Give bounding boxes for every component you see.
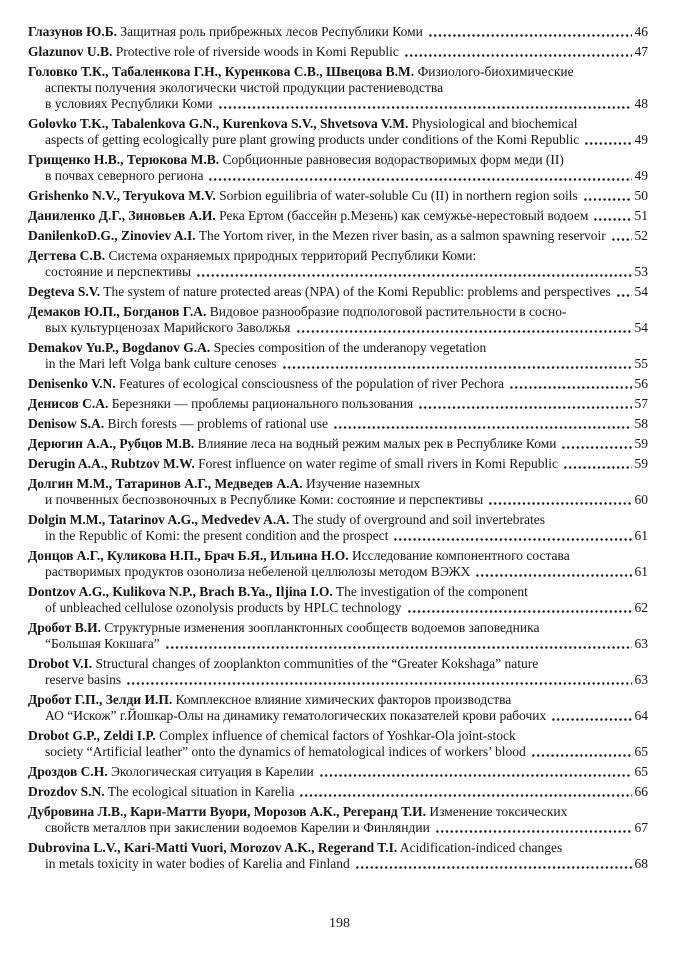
entry-line xyxy=(28,564,648,580)
toc-entry xyxy=(28,784,648,800)
entry-title: Система охраняемых природных территорий Республики Коми: xyxy=(105,248,477,263)
entry-title-continuation: society “Artificial leather” onto the dynamics of hematological indices of workers’ blood xyxy=(45,744,526,759)
dot-leader xyxy=(434,820,632,836)
dot-leader xyxy=(474,564,631,580)
entry-line xyxy=(28,764,648,780)
entry-page-number: 68 xyxy=(634,856,648,871)
entry-line xyxy=(28,44,648,60)
entry-line xyxy=(28,132,648,148)
entry-title: The ecological situation in Karelia xyxy=(104,784,295,799)
entry-page-number: 65 xyxy=(634,744,648,759)
entry-authors: Дегтева С.В. xyxy=(28,248,106,263)
entry-line xyxy=(28,656,648,672)
dot-leader xyxy=(582,188,632,204)
entry-line xyxy=(28,264,648,280)
entry-line xyxy=(28,672,648,688)
entry-title: Видовое разнообразие подпологовой растительности в сосно- xyxy=(206,304,567,319)
entry-authors: Demakov Yu.P., Bogdanov G.A. xyxy=(28,340,211,355)
entry-line xyxy=(28,728,648,744)
entry-page-number: 62 xyxy=(634,600,648,615)
entry-title: Sorbion eguilibria of water-soluble Cu (II) in northern region soils xyxy=(215,188,578,203)
dot-leader xyxy=(560,436,631,452)
entry-title: Березняки — проблемы рационального пользования xyxy=(108,396,414,411)
entry-page-number: 50 xyxy=(634,188,648,203)
entry-authors: Dubrovina L.V., Kari-Matti Vuori, Morozov A.K., Regerand T.I. xyxy=(28,840,398,855)
toc-entry xyxy=(28,620,648,652)
entry-text xyxy=(28,44,399,60)
entry-line xyxy=(28,64,648,80)
entry-title: Acidification-indiced changes xyxy=(397,840,563,855)
dot-leader xyxy=(562,456,631,472)
toc-entry xyxy=(28,340,648,372)
dot-leader xyxy=(332,416,632,432)
dot-leader xyxy=(207,168,631,184)
entry-authors: Дубровина Л.В., Кари-Матти Вуори, Морозов А.К., Регеранд Т.И. xyxy=(28,804,426,819)
entry-title: Изучение наземных xyxy=(302,476,421,491)
entry-text xyxy=(28,512,545,527)
entry-text xyxy=(28,376,504,392)
entry-line xyxy=(28,840,648,856)
dot-leader xyxy=(583,132,631,148)
entry-authors: Glazunov U.B. xyxy=(28,44,113,59)
entry-authors: DanilenkoD.G., Zinoviev A.I. xyxy=(28,228,196,243)
entry-text xyxy=(28,620,539,635)
entry-line xyxy=(28,856,648,872)
entry-text xyxy=(28,436,556,452)
entry-authors: Grishenko N.V., Teryukova M.V. xyxy=(28,188,216,203)
dot-leader xyxy=(195,264,631,280)
entry-title-continuation: in the Mari left Volga bank culture cenoses xyxy=(45,356,277,371)
toc-entry xyxy=(28,476,648,508)
entry-authors: Denisenko V.N. xyxy=(28,376,116,391)
dot-leader xyxy=(550,708,631,724)
entry-line xyxy=(28,620,648,636)
entry-page-number: 52 xyxy=(634,228,648,243)
toc-entry xyxy=(28,64,648,112)
entry-page-number: 61 xyxy=(634,528,648,543)
entry-page-number: 63 xyxy=(634,672,648,687)
entry-text xyxy=(28,548,570,563)
entry-text xyxy=(28,248,476,263)
entry-title-continuation: “Большая Кокшага” xyxy=(45,636,160,651)
dot-leader xyxy=(403,44,632,60)
toc-entry xyxy=(28,512,648,544)
entry-text xyxy=(28,24,423,40)
entry-title: The Yortom river, in the Mezen river basin, as a salmon spawning reservoir xyxy=(195,228,606,243)
entry-title-continuation: в условиях Республики Коми xyxy=(45,96,213,111)
entry-page-number: 55 xyxy=(634,356,648,371)
entry-line xyxy=(28,548,648,564)
entry-page-number: 46 xyxy=(634,24,648,39)
entry-text xyxy=(28,784,294,800)
entry-title-continuation: in metals toxicity in water bodies of Karelia and Finland xyxy=(45,856,350,871)
entry-authors: Демаков Ю.П., Богданов Г.А. xyxy=(28,304,207,319)
entry-title: Защитная роль прибрежных лесов Республики Коми xyxy=(117,24,423,39)
page-number-footer: 198 xyxy=(329,916,350,931)
entry-line xyxy=(28,416,648,432)
entry-title: Влияние леса на водный режим малых рек в Республике Коми xyxy=(194,436,557,451)
entry-title-continuation: свойств металлов при закислении водоемов Карелии и Финляндии xyxy=(45,820,430,835)
toc-entry xyxy=(28,248,648,280)
toc-entry xyxy=(28,456,648,472)
entry-page-number: 54 xyxy=(634,320,648,335)
entry-text xyxy=(28,804,567,819)
entry-page-number: 65 xyxy=(634,764,648,779)
entry-authors: Drozdov S.N. xyxy=(28,784,105,799)
toc-entry xyxy=(28,24,648,40)
dot-leader xyxy=(392,528,631,544)
entry-text xyxy=(28,692,511,707)
entry-text xyxy=(28,476,420,491)
entry-text xyxy=(28,64,574,79)
entry-page-number: 67 xyxy=(634,820,648,835)
toc-entry xyxy=(28,376,648,392)
entry-line xyxy=(28,476,648,492)
entry-page-number: 59 xyxy=(634,456,648,471)
entry-title: Комплексное влияние химических факторов производства xyxy=(172,692,512,707)
toc-entry xyxy=(28,208,648,224)
dot-leader xyxy=(417,396,631,412)
entry-page-number: 48 xyxy=(634,96,648,111)
entry-line xyxy=(28,228,648,244)
entry-line xyxy=(28,396,648,412)
entry-authors: Головко Т.К., Табаленкова Г.Н., Куренкова С.В., Швецова В.М. xyxy=(28,64,415,79)
toc-entry xyxy=(28,416,648,432)
entry-line xyxy=(28,24,648,40)
entry-line xyxy=(28,356,648,372)
entry-title: The investigation of the component xyxy=(332,584,528,599)
entry-title-continuation: состояние и перспективы xyxy=(45,264,192,279)
entry-authors: Дроздов С.Н. xyxy=(28,764,108,779)
toc-entry xyxy=(28,304,648,336)
toc-entry xyxy=(28,764,648,780)
entry-title: Birch forests — problems of rational use xyxy=(104,416,328,431)
toc-entry xyxy=(28,228,648,244)
entry-line xyxy=(28,116,648,132)
entry-title: Forest influence on water regime of small rivers in Komi Republic xyxy=(194,456,559,471)
dot-leader xyxy=(592,208,631,224)
entry-authors: Dolgin M.M., Tatarinov A.G., Medvedev A.A. xyxy=(28,512,290,527)
dot-leader xyxy=(615,284,632,300)
toc-entry xyxy=(28,396,648,412)
toc-entry xyxy=(28,584,648,616)
entry-authors: Дробот Г.П., Зелди И.П. xyxy=(28,692,173,707)
entry-line xyxy=(28,692,648,708)
entry-page-number: 54 xyxy=(634,284,648,299)
entry-authors: Degteva S.V. xyxy=(28,284,101,299)
toc-entry xyxy=(28,548,648,580)
entry-line xyxy=(28,600,648,616)
entry-line xyxy=(28,804,648,820)
entry-line xyxy=(28,708,648,724)
entry-title-continuation: АО “Искож” г.Йошкар-Олы на динамику гематологических показателей крови рабочих xyxy=(45,708,547,723)
entry-line xyxy=(28,636,648,652)
entry-authors: Даниленко Д.Г., Зиновьев А.И. xyxy=(28,208,216,223)
entry-title: Река Ертом (бассейн р.Мезень) как семужье-нерестовый водоем xyxy=(215,208,589,223)
toc-entry xyxy=(28,116,648,148)
entry-text xyxy=(28,396,413,412)
entry-line xyxy=(28,152,648,168)
entry-title: The system of nature protected areas (NPA) of the Komi Republic: problems and perspectives xyxy=(100,284,611,299)
entry-line xyxy=(28,248,648,264)
entry-authors: Донцов А.Г., Куликова Н.П., Брач Б.Я., Ильина Н.О. xyxy=(28,548,349,563)
entry-title: Species composition of the underanopy vegetation xyxy=(210,340,487,355)
entry-text xyxy=(28,188,578,204)
entry-authors: Derugin A.A., Rubtzov M.W. xyxy=(28,456,195,471)
entry-title-continuation: растворимых продуктов озонолиза небеленой целлюлозы методом ВЭЖХ xyxy=(45,564,471,579)
entry-text xyxy=(28,208,588,224)
dot-leader xyxy=(298,784,631,800)
entry-text xyxy=(28,764,314,780)
entry-page-number: 53 xyxy=(634,264,648,279)
entry-title-continuation: of unbleached cellulose ozonolysis products by HPLC technology xyxy=(45,600,402,615)
entry-text xyxy=(28,340,486,355)
entry-line xyxy=(28,744,648,760)
dot-leader xyxy=(354,856,632,872)
entry-title-continuation: аспекты получения экологически чистой продукции растениеводства xyxy=(45,80,444,95)
entry-authors: Денисов С.А. xyxy=(28,396,109,411)
entry-line xyxy=(28,376,648,392)
toc-entry xyxy=(28,804,648,836)
entry-page-number: 57 xyxy=(634,396,648,411)
entry-line xyxy=(28,208,648,224)
entry-text xyxy=(28,416,328,432)
entry-title: The study of overground and soil invertebrates xyxy=(289,512,545,527)
entry-line xyxy=(28,784,648,800)
entry-title: Complex influence of chemical factors of Yoshkar-Ola joint-stock xyxy=(155,728,516,743)
entry-authors: Долгин М.М., Татаринов А.Г., Медведев А.А. xyxy=(28,476,303,491)
toc-entry xyxy=(28,284,648,300)
entry-page-number: 47 xyxy=(634,44,648,59)
entry-title-continuation: вых культурценозах Марийского Заволжья xyxy=(45,320,291,335)
toc-entry xyxy=(28,728,648,760)
toc-entry xyxy=(28,152,648,184)
entry-page-number: 66 xyxy=(634,784,648,799)
entry-title: Сорбционные равновесия водорастворимых форм меди (II) xyxy=(219,152,564,167)
entry-title: Physiological and biochemical xyxy=(408,116,578,131)
entry-page-number: 60 xyxy=(634,492,648,507)
dot-leader xyxy=(164,636,632,652)
entry-title: Структурные изменения зоопланктонных сообществ водоемов заповедника xyxy=(100,620,540,635)
toc-list xyxy=(28,24,648,872)
entry-text xyxy=(28,304,567,319)
entry-line xyxy=(28,188,648,204)
entry-page-number: 49 xyxy=(634,168,648,183)
toc-entry xyxy=(28,188,648,204)
dot-leader xyxy=(217,96,632,112)
entry-page-number: 49 xyxy=(634,132,648,147)
dot-leader xyxy=(295,320,632,336)
entry-authors: Дерюгин А.А., Рубцов М.В. xyxy=(28,436,195,451)
entry-authors: Golovko T.K., Tabalenkova G.N., Kurenkova S.V., Shvetsova V.M. xyxy=(28,116,409,131)
entry-title: Экологическая ситуация в Карелии xyxy=(107,764,314,779)
entry-line xyxy=(28,456,648,472)
toc-entry xyxy=(28,436,648,452)
toc-entry xyxy=(28,656,648,688)
entry-title: Protective role of riverside woods in Komi Republic xyxy=(112,44,399,59)
entry-title: Изменение токсических xyxy=(425,804,568,819)
entry-line xyxy=(28,320,648,336)
entry-text xyxy=(28,728,516,743)
entry-line xyxy=(28,80,648,96)
entry-authors: Drobot G.P., Zeldi I.P. xyxy=(28,728,156,743)
entry-line xyxy=(28,584,648,600)
entry-authors: Drobot V.I. xyxy=(28,656,93,671)
entry-text xyxy=(28,840,562,855)
entry-title: Structural changes of zooplankton communities of the “Greater Kokshaga” nature xyxy=(92,656,539,671)
entry-authors: Дробот В.И. xyxy=(28,620,101,635)
entry-title-continuation: в почвах северного региона xyxy=(45,168,204,183)
entry-title: Исследование компонентного состава xyxy=(348,548,570,563)
entry-title-continuation: in the Republic of Komi: the present condition and the prospect xyxy=(45,528,389,543)
dot-leader xyxy=(487,492,631,508)
dot-leader xyxy=(281,356,632,372)
dot-leader xyxy=(125,672,631,688)
entry-text xyxy=(28,584,528,599)
dot-leader xyxy=(508,376,631,392)
entry-line xyxy=(28,96,648,112)
entry-line xyxy=(28,492,648,508)
dot-leader xyxy=(406,600,632,616)
entry-line xyxy=(28,304,648,320)
entry-authors: Глазунов Ю.Б. xyxy=(28,24,118,39)
entry-title: Features of ecological consciousness of the population of river Pechora xyxy=(115,376,505,391)
entry-line xyxy=(28,528,648,544)
entry-text xyxy=(28,152,564,167)
entry-line xyxy=(28,284,648,300)
entry-title-continuation: reserve basins xyxy=(45,672,122,687)
entry-line xyxy=(28,168,648,184)
entry-page-number: 64 xyxy=(634,708,648,723)
toc-entry xyxy=(28,840,648,872)
entry-page-number: 59 xyxy=(634,436,648,451)
dot-leader xyxy=(318,764,632,780)
entry-title-continuation: aspects of getting ecologically pure plant growing products under conditions of the Komi Republic xyxy=(45,132,580,147)
entry-authors: Грищенко Н.В., Терюкова М.В. xyxy=(28,152,220,167)
entry-authors: Dontzov A.G., Kulikova N.P., Brach B.Ya., Iljina I.O. xyxy=(28,584,333,599)
entry-text xyxy=(28,456,558,472)
entry-line xyxy=(28,436,648,452)
entry-title-continuation: и почвенных беспозвоночных в Республике Коми: состояние и перспективы xyxy=(45,492,484,507)
entry-text xyxy=(28,228,606,244)
entry-title: Физиолого-биохимические xyxy=(414,64,574,79)
toc-entry xyxy=(28,44,648,60)
entry-line xyxy=(28,820,648,836)
toc-entry xyxy=(28,692,648,724)
entry-page-number: 63 xyxy=(634,636,648,651)
entry-page-number: 56 xyxy=(634,376,648,391)
entry-authors: Denisow S.A. xyxy=(28,416,105,431)
entry-page-number: 58 xyxy=(634,416,648,431)
entry-text xyxy=(28,656,538,671)
entry-text xyxy=(28,116,577,131)
entry-line xyxy=(28,512,648,528)
dot-leader xyxy=(610,228,632,244)
entry-text xyxy=(28,284,611,300)
entry-page-number: 51 xyxy=(634,208,648,223)
entry-page-number: 61 xyxy=(634,564,648,579)
dot-leader xyxy=(427,24,632,40)
entry-line xyxy=(28,340,648,356)
dot-leader xyxy=(530,744,632,760)
